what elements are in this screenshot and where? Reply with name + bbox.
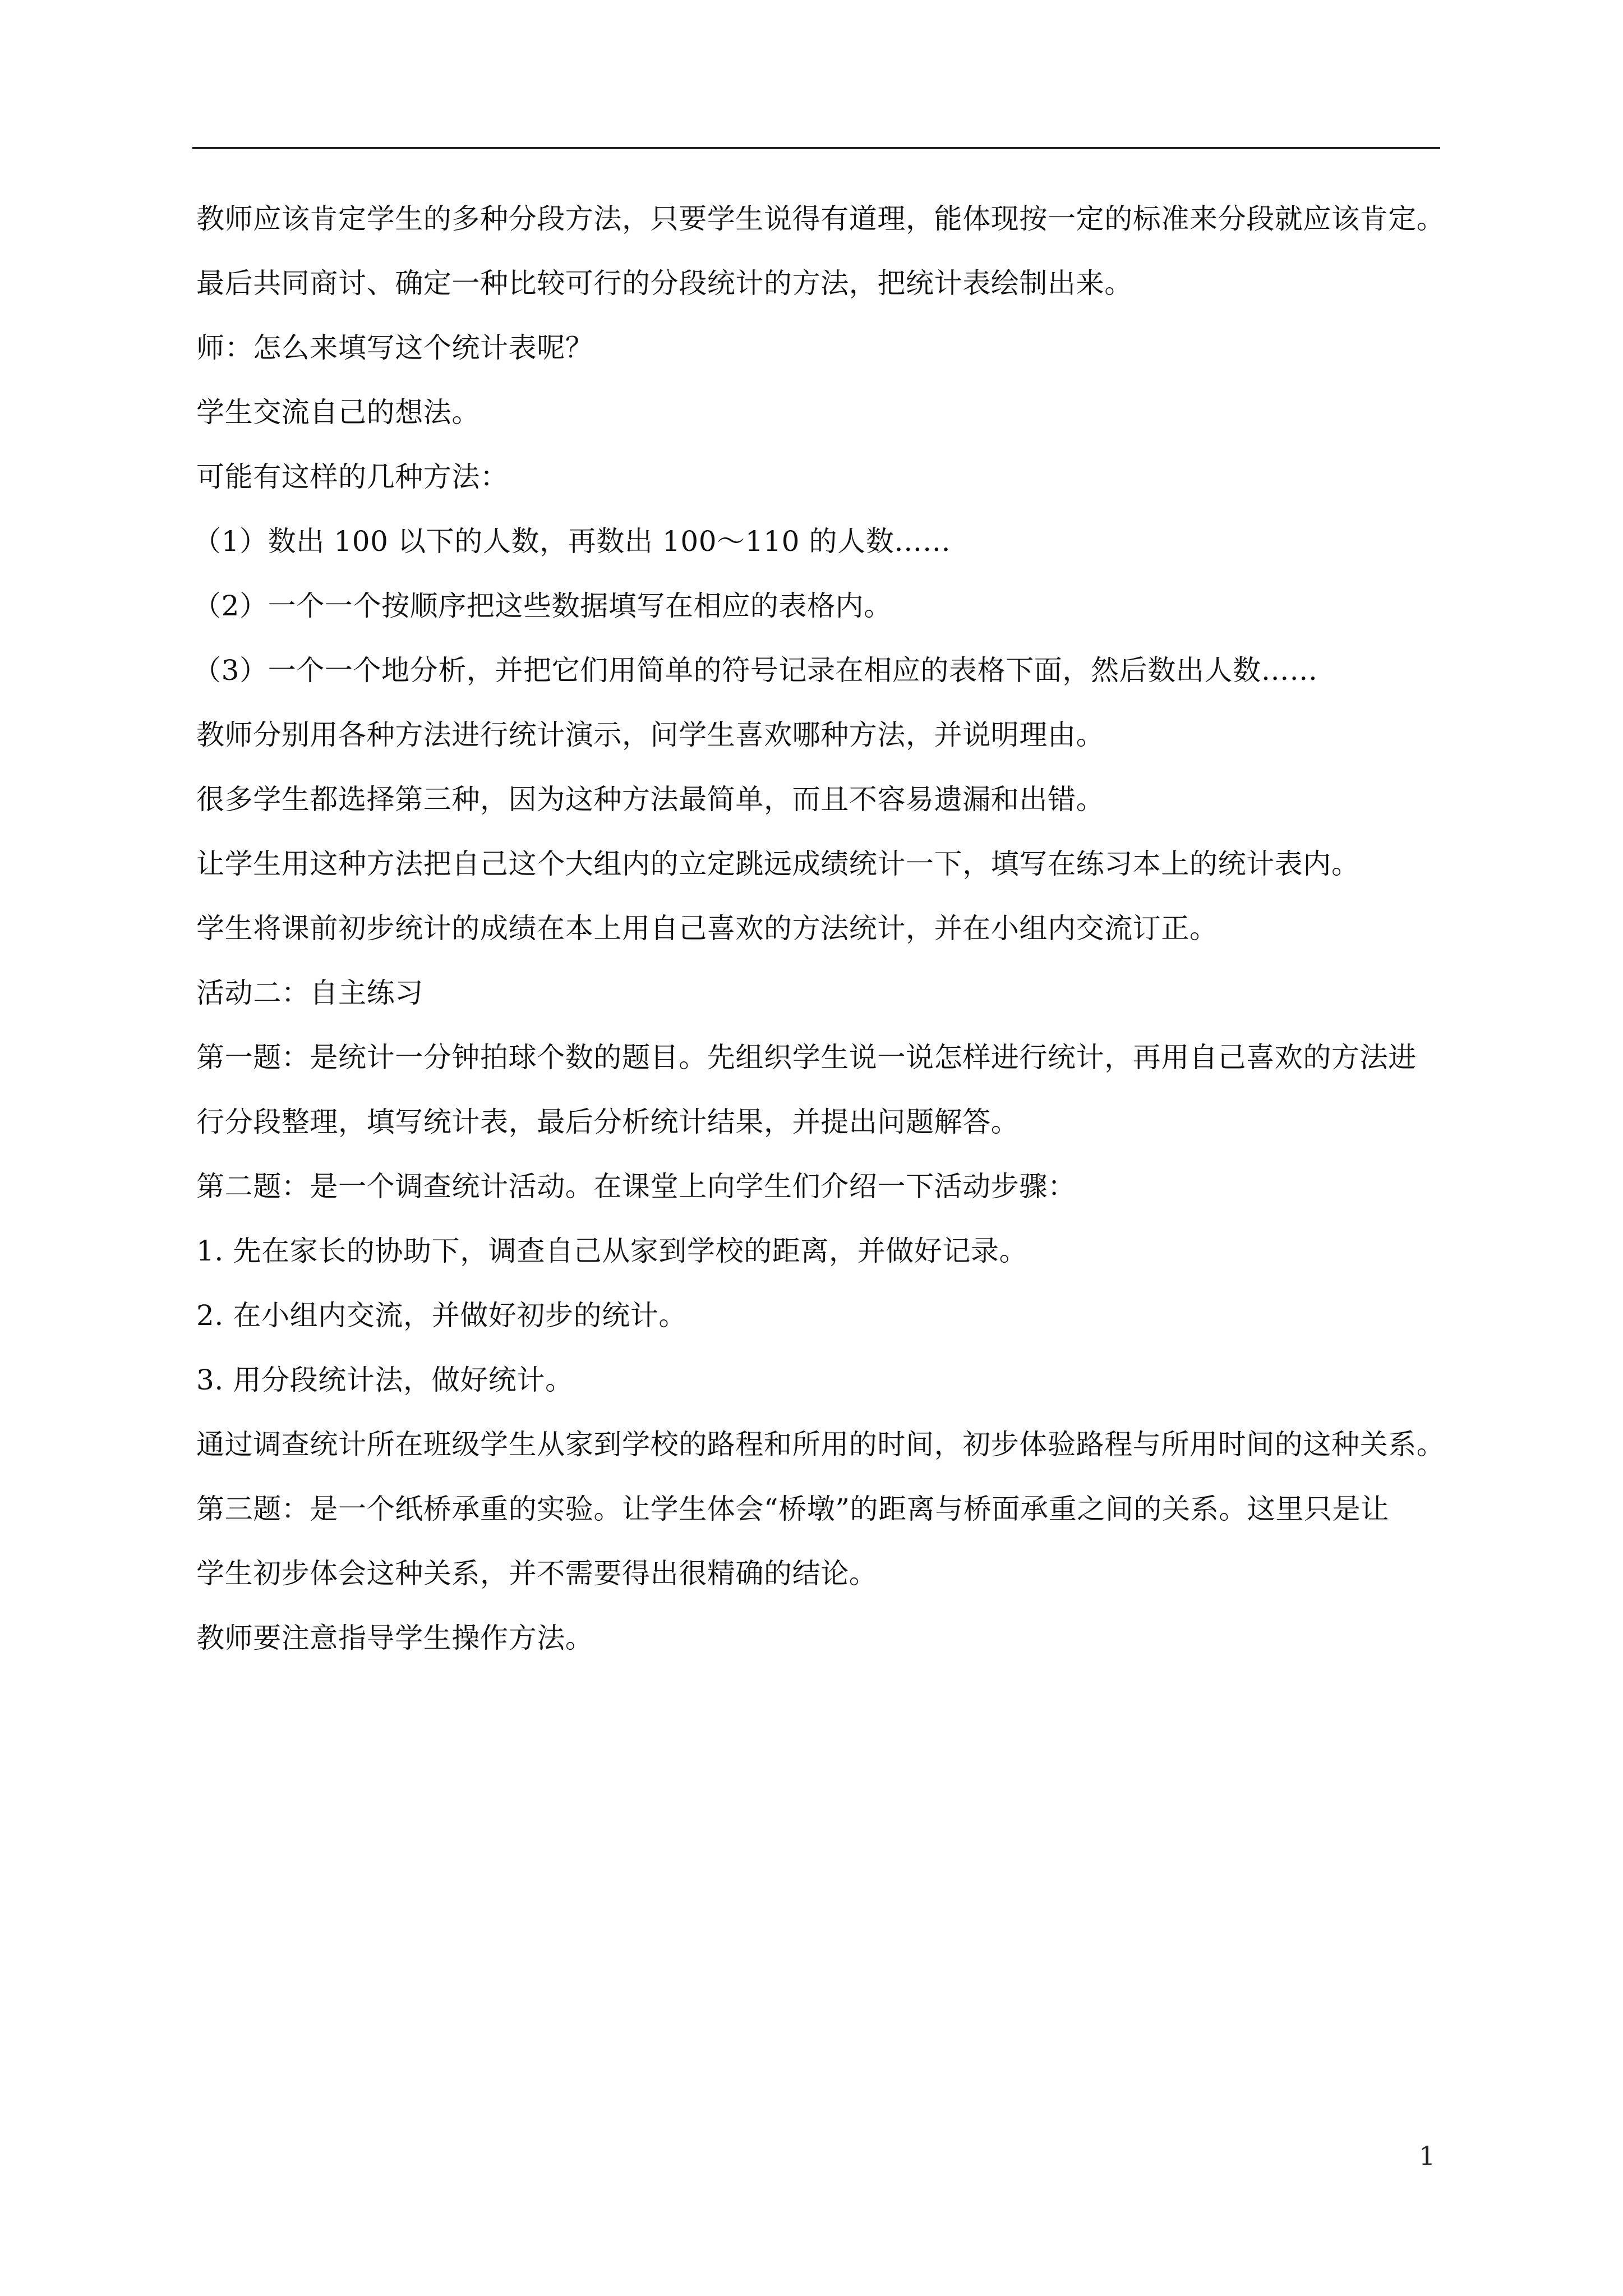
- document-body: [193, 203, 1445, 1688]
- paragraph: 第二题：是一个调查统计活动。在课堂上向学生们介绍一下活动步骤：: [196, 1170, 1076, 1203]
- step-item-2: 2. 在小组内交流，并做好初步的统计。: [196, 1299, 687, 1332]
- paragraph: 学生初步体会这种关系，并不需要得出很精确的结论。: [196, 1557, 878, 1590]
- method-item-2: （2）一个一个按顺序把这些数据填写在相应的表格内。: [193, 590, 892, 622]
- paragraph: 第三题：是一个纸桥承重的实验。让学生体会“桥墩”的距离与桥面承重之间的关系。这里只是让: [196, 1493, 1389, 1525]
- paragraph: 让学生用这种方法把自己这个大组内的立定跳远成绩统计一下，填写在练习本上的统计表内。: [196, 848, 1360, 880]
- paragraph: 很多学生都选择第三种，因为这种方法最简单，而且不容易遗漏和出错。: [196, 783, 1105, 816]
- method-item-1: （1）数出 100 以下的人数，再数出 100～110 的人数……: [193, 525, 951, 558]
- paragraph: 最后共同商讨、确定一种比较可行的分段统计的方法，把统计表绘制出来。: [196, 267, 1133, 300]
- header-rule: [192, 147, 1440, 149]
- paragraph: 通过调查统计所在班级学生从家到学校的路程和所用的时间，初步体验路程与所用时间的这种关系。: [196, 1428, 1445, 1461]
- section-heading: 活动二：自主练习: [196, 977, 423, 1009]
- paragraph: 第一题：是统计一分钟拍球个数的题目。先组织学生说一说怎样进行统计，再用自己喜欢的方法进: [196, 1041, 1417, 1074]
- paragraph: 教师要注意指导学生操作方法。: [196, 1622, 594, 1654]
- paragraph: 学生将课前初步统计的成绩在本上用自己喜欢的方法统计，并在小组内交流订正。: [196, 912, 1218, 945]
- paragraph: 师：怎么来填写这个统计表呢？: [196, 332, 594, 364]
- paragraph: 教师分别用各种方法进行统计演示，问学生喜欢哪种方法，并说明理由。: [196, 719, 1105, 751]
- step-item-3: 3. 用分段统计法，做好统计。: [196, 1364, 574, 1396]
- method-item-3: （3）一个一个地分析，并把它们用简单的符号记录在相应的表格下面，然后数出人数……: [193, 654, 1318, 687]
- step-item-1: 1. 先在家长的协助下，调查自己从家到学校的距离，并做好记录。: [196, 1235, 1028, 1267]
- paragraph: 可能有这样的几种方法：: [196, 461, 509, 493]
- paragraph: 行分段整理，填写统计表，最后分析统计结果，并提出问题解答。: [196, 1106, 1020, 1138]
- page-number: 1: [1419, 2141, 1436, 2171]
- paragraph: 学生交流自己的想法。: [196, 396, 480, 429]
- paragraph: 教师应该肯定学生的多种分段方法，只要学生说得有道理，能体现按一定的标准来分段就应该肯定。: [196, 203, 1445, 235]
